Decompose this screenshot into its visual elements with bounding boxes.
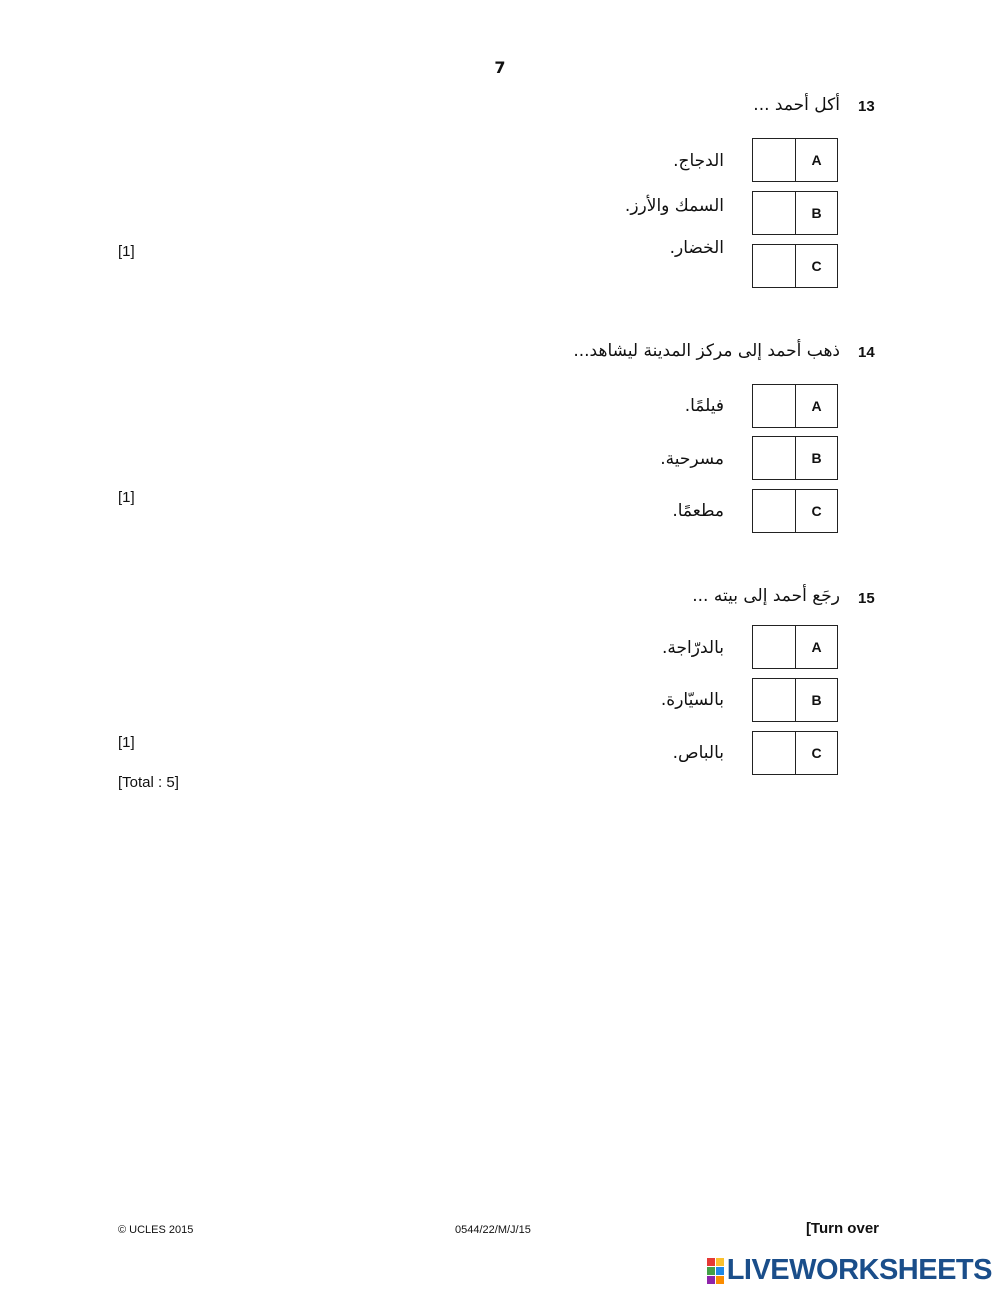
option-letter: A <box>811 639 822 655</box>
logo-block <box>716 1276 724 1284</box>
question-14-mark: [1] <box>118 489 135 506</box>
logo-block <box>716 1267 724 1275</box>
option-letter: A <box>811 398 822 414</box>
logo-block <box>707 1267 715 1275</box>
option-letter: C <box>811 745 822 761</box>
answer-checkbox[interactable] <box>753 245 796 287</box>
question-14-number: 14 <box>858 344 875 361</box>
page-number: 7 <box>494 58 506 77</box>
question-15-mark: [1] <box>118 734 135 751</box>
option-letter: B <box>811 450 822 466</box>
question-13-option-c-box[interactable] <box>752 244 838 288</box>
question-15-text: رجَع أحمد إلى بيته ... <box>692 586 840 606</box>
option-letter: B <box>811 692 822 708</box>
answer-checkbox[interactable] <box>753 490 796 532</box>
question-13-number: 13 <box>858 98 875 115</box>
question-14-option-b-text: مسرحية. <box>660 449 724 469</box>
question-13-text: أكل أحمد ... <box>753 95 840 115</box>
question-13-option-a-text: الدجاج. <box>673 151 724 171</box>
question-14-option-c-box[interactable] <box>752 489 838 533</box>
answer-checkbox[interactable] <box>753 192 796 234</box>
total-mark: [Total : 5] <box>118 774 179 791</box>
question-14-text: ذهب أحمد إلى مركز المدينة ليشاهد... <box>573 341 840 361</box>
paper-code: 0544/22/M/J/15 <box>455 1224 531 1236</box>
logo-block <box>707 1276 715 1284</box>
question-13-mark: [1] <box>118 243 135 260</box>
answer-checkbox[interactable] <box>753 679 796 721</box>
question-14-option-a-box[interactable] <box>752 384 838 428</box>
question-13-option-a-box[interactable] <box>752 138 838 182</box>
question-13-option-c-text: الخضار. <box>669 238 724 258</box>
answer-checkbox[interactable] <box>753 732 796 774</box>
option-letter: A <box>811 152 822 168</box>
option-letter: C <box>811 258 822 274</box>
answer-checkbox[interactable] <box>753 139 796 181</box>
logo-block <box>707 1258 715 1266</box>
copyright: © UCLES 2015 <box>118 1224 194 1236</box>
answer-checkbox[interactable] <box>753 437 796 479</box>
question-15-number: 15 <box>858 590 875 607</box>
turn-over: [Turn over <box>805 1220 879 1237</box>
question-15-option-b-text: بالسيّارة. <box>660 690 724 710</box>
question-14-option-b-box[interactable] <box>752 436 838 480</box>
liveworksheets-logo <box>707 1254 992 1287</box>
question-13-option-b-text: السمك والأرز. <box>624 196 724 216</box>
question-15-option-a-text: بالدرّاجة. <box>662 638 724 658</box>
question-15-option-c-text: بالباص. <box>672 743 724 763</box>
answer-checkbox[interactable] <box>753 385 796 427</box>
question-14-option-a-text: فيلمًا. <box>684 396 724 416</box>
question-14-option-c-text: مطعمًا. <box>672 501 724 521</box>
answer-checkbox[interactable] <box>753 626 796 668</box>
option-letter: C <box>811 503 822 519</box>
logo-text: LIVEWORKSHEETS <box>726 1254 992 1286</box>
logo-blocks-icon <box>707 1258 724 1284</box>
logo-block <box>716 1258 724 1266</box>
question-15-option-b-box[interactable] <box>752 678 838 722</box>
option-letter: B <box>811 205 822 221</box>
question-15-option-a-box[interactable] <box>752 625 838 669</box>
question-15-option-c-box[interactable] <box>752 731 838 775</box>
question-13-option-b-box[interactable] <box>752 191 838 235</box>
